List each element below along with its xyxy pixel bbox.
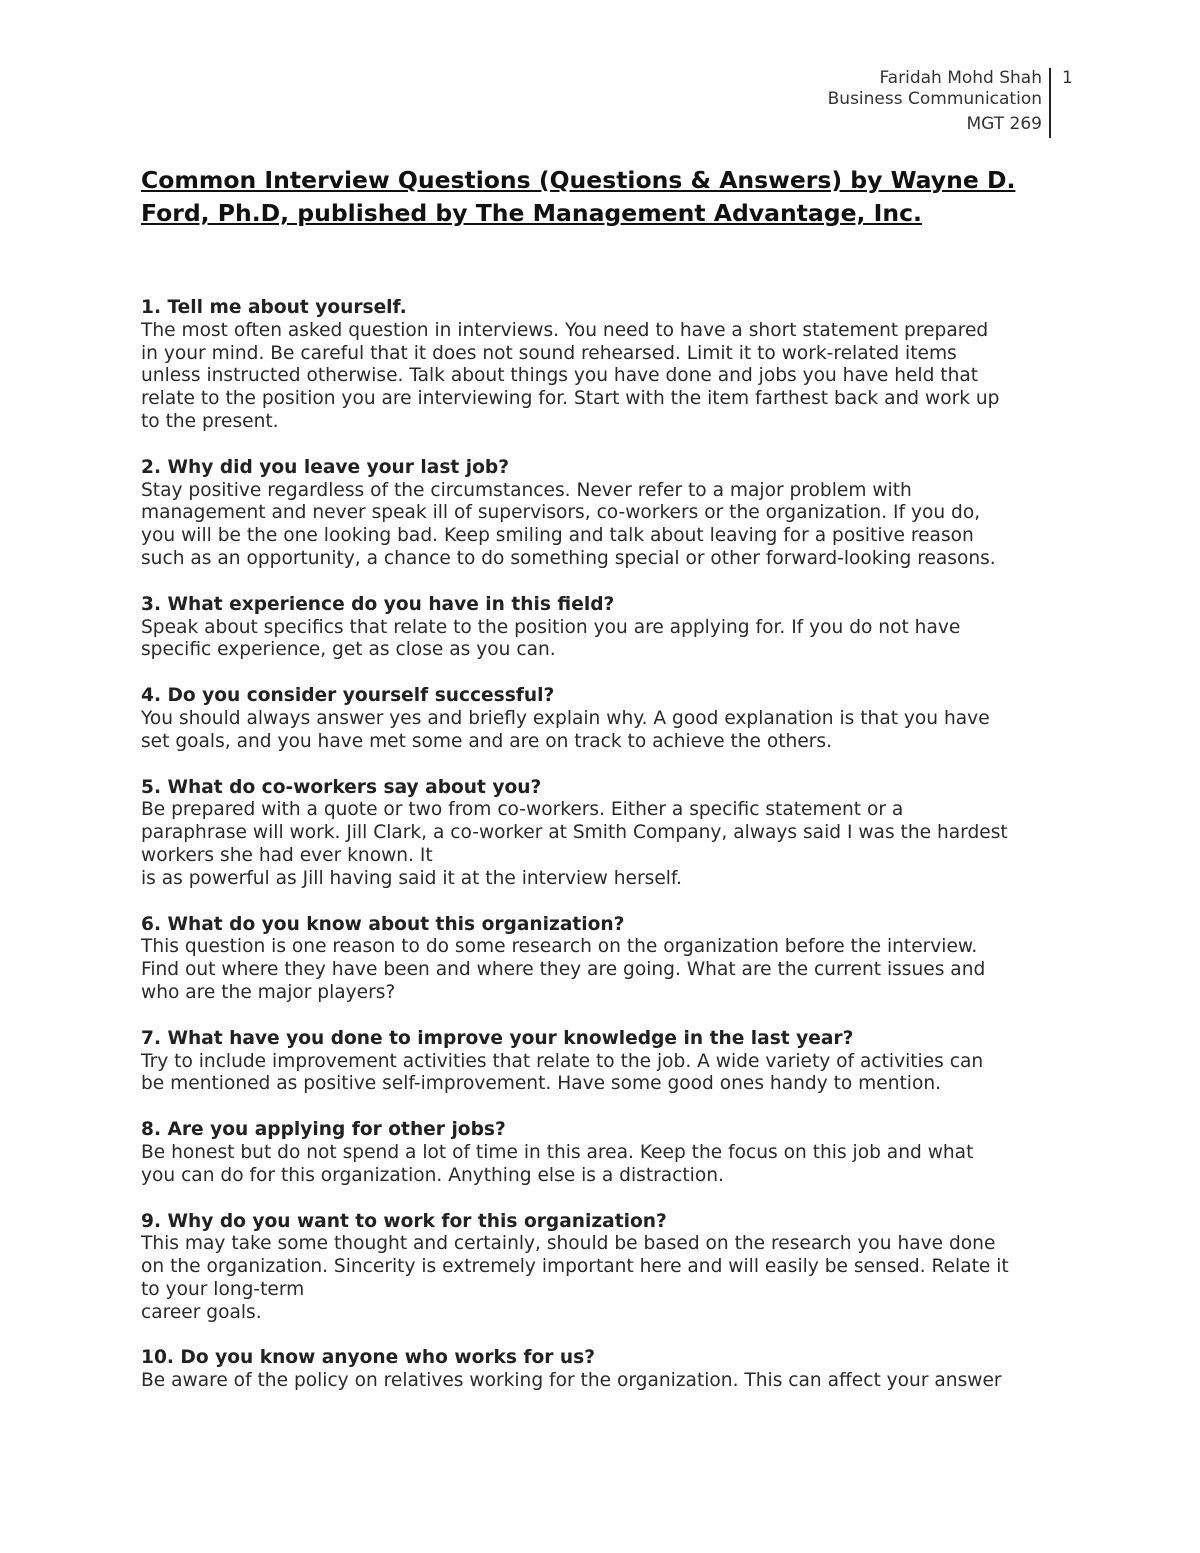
title-line-1: Common Interview Questions (Questions & Answers) by Wayne D. [141,166,1016,194]
question-heading: 7. What have you done to improve your knowledge in the last year? [141,1027,854,1049]
answer-line: who are the major players? [141,981,396,1003]
question-heading: 6. What do you know about this organization? [141,913,625,935]
answer-line: Be aware of the policy on relatives working for the organization. This can affect your answer [141,1370,1002,1392]
title-line-2: Ford, Ph.D, published by The Management Advantage, Inc. [141,199,922,227]
answer-line: unless instructed otherwise. Talk about things you have done and jobs you have held that [141,365,979,387]
running-header [760,68,1042,135]
answer-line: to your long-term [141,1278,305,1300]
answer-line: on the organization. Sincerity is extremely important here and will easily be sensed. Relate it [141,1256,1009,1278]
question-block [141,1347,1071,1393]
answer-line: Find out where they have been and where they are going. What are the current issues and [141,959,986,981]
answer-line: Speak about specifics that relate to the position you are applying for. If you do not have [141,616,961,638]
question-heading: 10. Do you know anyone who works for us? [141,1347,596,1369]
question-block [141,685,1071,753]
document-title [141,164,1071,230]
answer-line: in your mind. Be careful that it does not sound rehearsed. Limit it to work-related items [141,342,957,364]
header-course-code: MGT 269 [966,114,1042,134]
answer-line: management and never speak ill of supervisors, co-workers or the organization. If you do, [141,502,981,524]
answer-line: Try to include improvement activities that relate to the job. A wide variety of activities can [141,1050,984,1072]
answer-line: Be prepared with a quote or two from co-workers. Either a specific statement or a [141,799,904,821]
question-list [141,297,1071,1416]
answer-line: This question is one reason to do some research on the organization before the interview. [141,936,978,958]
answer-line: such as an opportunity, a chance to do something special or other forward-looking reasons. [141,547,996,569]
answer-line: is as powerful as Jill having said it at the interview herself. [141,867,683,889]
answer-line: workers she had ever known. It [141,844,433,866]
question-block [141,297,1071,434]
answer-line: relate to the position you are interviewing for. Start with the item farthest back and work up [141,388,1000,410]
answer-line: you can do for this organization. Anything else is a distraction. [141,1164,724,1186]
question-block [141,457,1071,571]
answer-line: be mentioned as positive self-improvement. Have some good ones handy to mention. [141,1073,942,1095]
answer-line: career goals. [141,1301,262,1323]
answer-line: You should always answer yes and briefly explain why. A good explanation is that you have [141,707,990,729]
question-heading: 5. What do co-workers say about you? [141,776,542,798]
answer-line: Stay positive regardless of the circumstances. Never refer to a major problem with [141,479,912,501]
question-heading: 4. Do you consider yourself successful? [141,685,555,707]
question-block [141,777,1071,891]
header-author: Faridah Mohd Shah [879,68,1042,88]
answer-line: paraphrase will work. Jill Clark, a co-worker at Smith Company, always said I was the hardest [141,822,1008,844]
question-block [141,1119,1071,1187]
question-heading: 9. Why do you want to work for this organization? [141,1210,667,1232]
question-heading: 2. Why did you leave your last job? [141,456,509,478]
question-heading: 3. What experience do you have in this field? [141,593,615,615]
question-heading: 8. Are you applying for other jobs? [141,1119,506,1141]
answer-line: set goals, and you have met some and are on track to achieve the others. [141,730,833,752]
answer-line: specific experience, get as close as you can. [141,639,556,661]
answer-line: This may take some thought and certainly, should be based on the research you have done [141,1233,996,1255]
answer-line: The most often asked question in interviews. You need to have a short statement prepared [141,319,989,341]
header-course: Business Communication [827,89,1042,109]
question-block [141,1028,1071,1096]
answer-line: to the present. [141,410,279,432]
question-block [141,594,1071,662]
page-number: 1 [1062,68,1073,88]
answer-line: Be honest but do not spend a lot of time in this area. Keep the focus on this job and what [141,1141,974,1163]
answer-line: you will be the one looking bad. Keep smiling and talk about leaving for a positive reason [141,525,974,547]
question-heading: 1. Tell me about yourself. [141,297,407,318]
header-divider [1049,68,1051,138]
question-block [141,914,1071,1005]
question-block [141,1211,1071,1325]
